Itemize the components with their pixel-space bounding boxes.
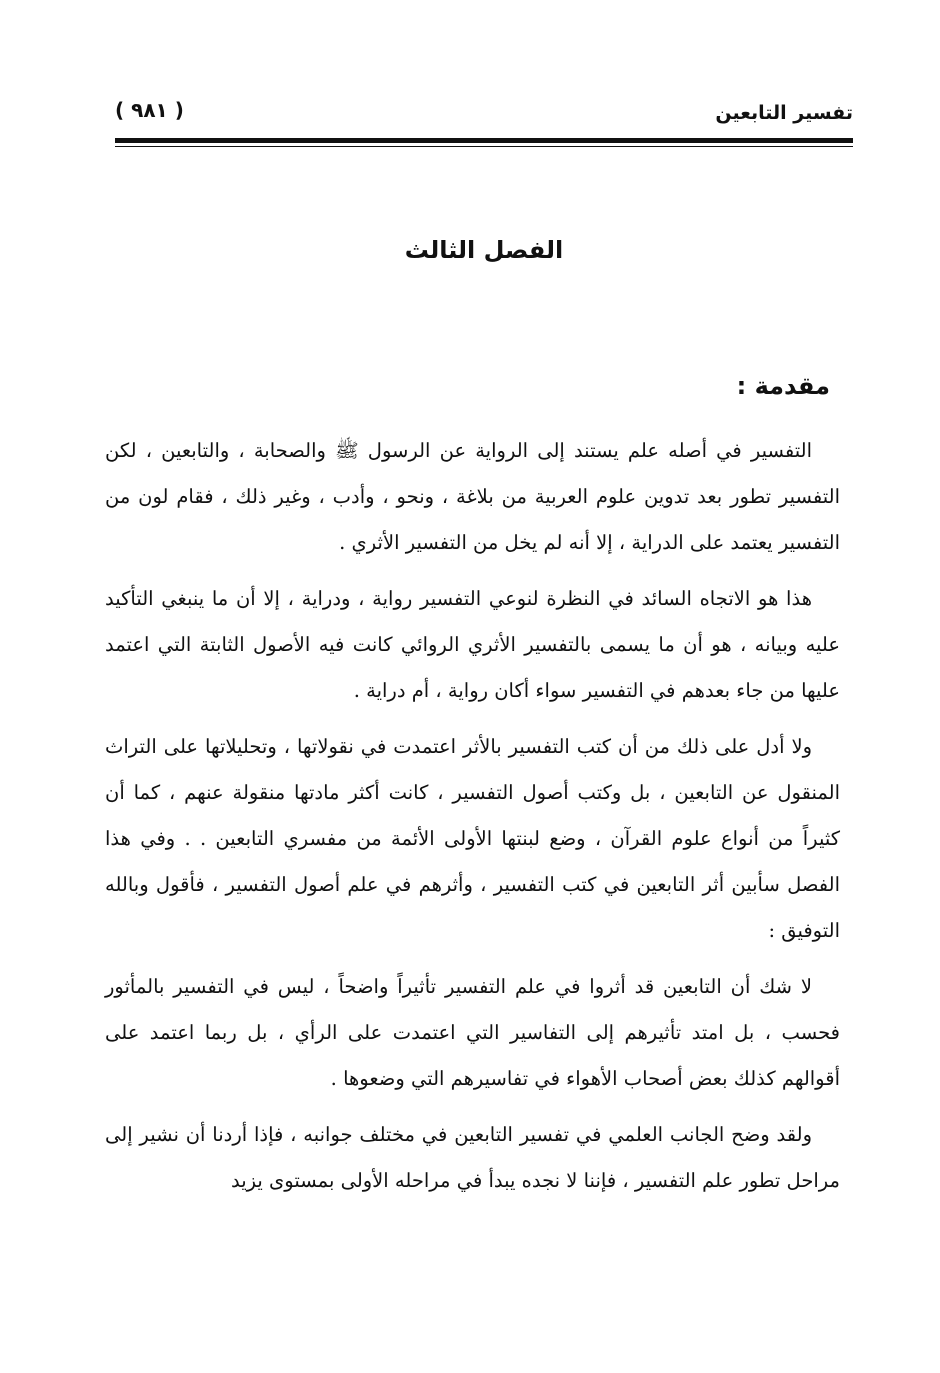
body-text xyxy=(105,428,840,1204)
paragraph: ولقد وضح الجانب العلمي في تفسير التابعين في مختلف جوانبه ، فإذا أردنا أن نشير إلى مراحل تطور علم التفسير ، فإننا لا نجده يبدأ في مراحله الأولى بمستوى يزيد xyxy=(105,1123,840,1192)
running-title: تفسير التابعين xyxy=(715,102,853,124)
paragraph: هذا هو الاتجاه السائد في النظرة لنوعي التفسير رواية ، ودراية ، إلا أن ما ينبغي التأكيد عليه وبيانه ، هو أن ما يسمى بالتفسير الأثري الروائي كانت فيه الأصول الثابتة التي اعتمد عليها من جاء بعدهم في التفسير سواء أكان رواية ، أم دراية . xyxy=(105,587,840,702)
chapter-title: الفصل الثالث xyxy=(404,236,564,264)
paragraph: ولا أدل على ذلك من أن كتب التفسير بالأثر اعتمدت في نقولاتها ، وتحليلاتها على التراث المنقول عن التابعين ، بل وكتب أصول التفسير ، كانت أكثر مادتها منقولة عنهم ، كما أن كثيراً من أنواع علوم القرآن ، وضع لبنتها الأولى الأئمة من مفسري التابعين . . وفي هذا الفصل سأبين أثر التابعين في كتب التفسير ، وأثرهم في علم أصول التفسير ، فأقول وبالله التوفيق : xyxy=(105,735,840,942)
paragraph: التفسير في أصله علم يستند إلى الرواية عن الرسول ﷺ والصحابة ، والتابعين ، لكن التفسير تطور بعد تدوين علوم العربية من بلاغة ، ونحو ، وأدب ، وغير ذلك ، فقام لون من التفسير يعتمد على الدراية ، إلا أنه لم يخل من التفسير الأثري . xyxy=(105,439,840,554)
paragraph: لا شك أن التابعين قد أثروا في علم التفسير تأثيراً واضحاً ، ليس في التفسير بالمأثور فحسب ، بل امتد تأثيرهم إلى التفاسير التي اعتمدت على الرأي ، بل ربما اعتمد على أقوالهم كذلك بعض أصحاب الأهواء في تفاسيرهم التي وضعوها . xyxy=(105,975,840,1090)
section-heading: مقدمة : xyxy=(736,372,830,400)
page-number: ( ٩٨١ ) xyxy=(115,98,184,122)
header-rule-thick xyxy=(115,138,853,143)
page-header xyxy=(115,96,853,140)
header-rule-thin xyxy=(115,146,853,147)
